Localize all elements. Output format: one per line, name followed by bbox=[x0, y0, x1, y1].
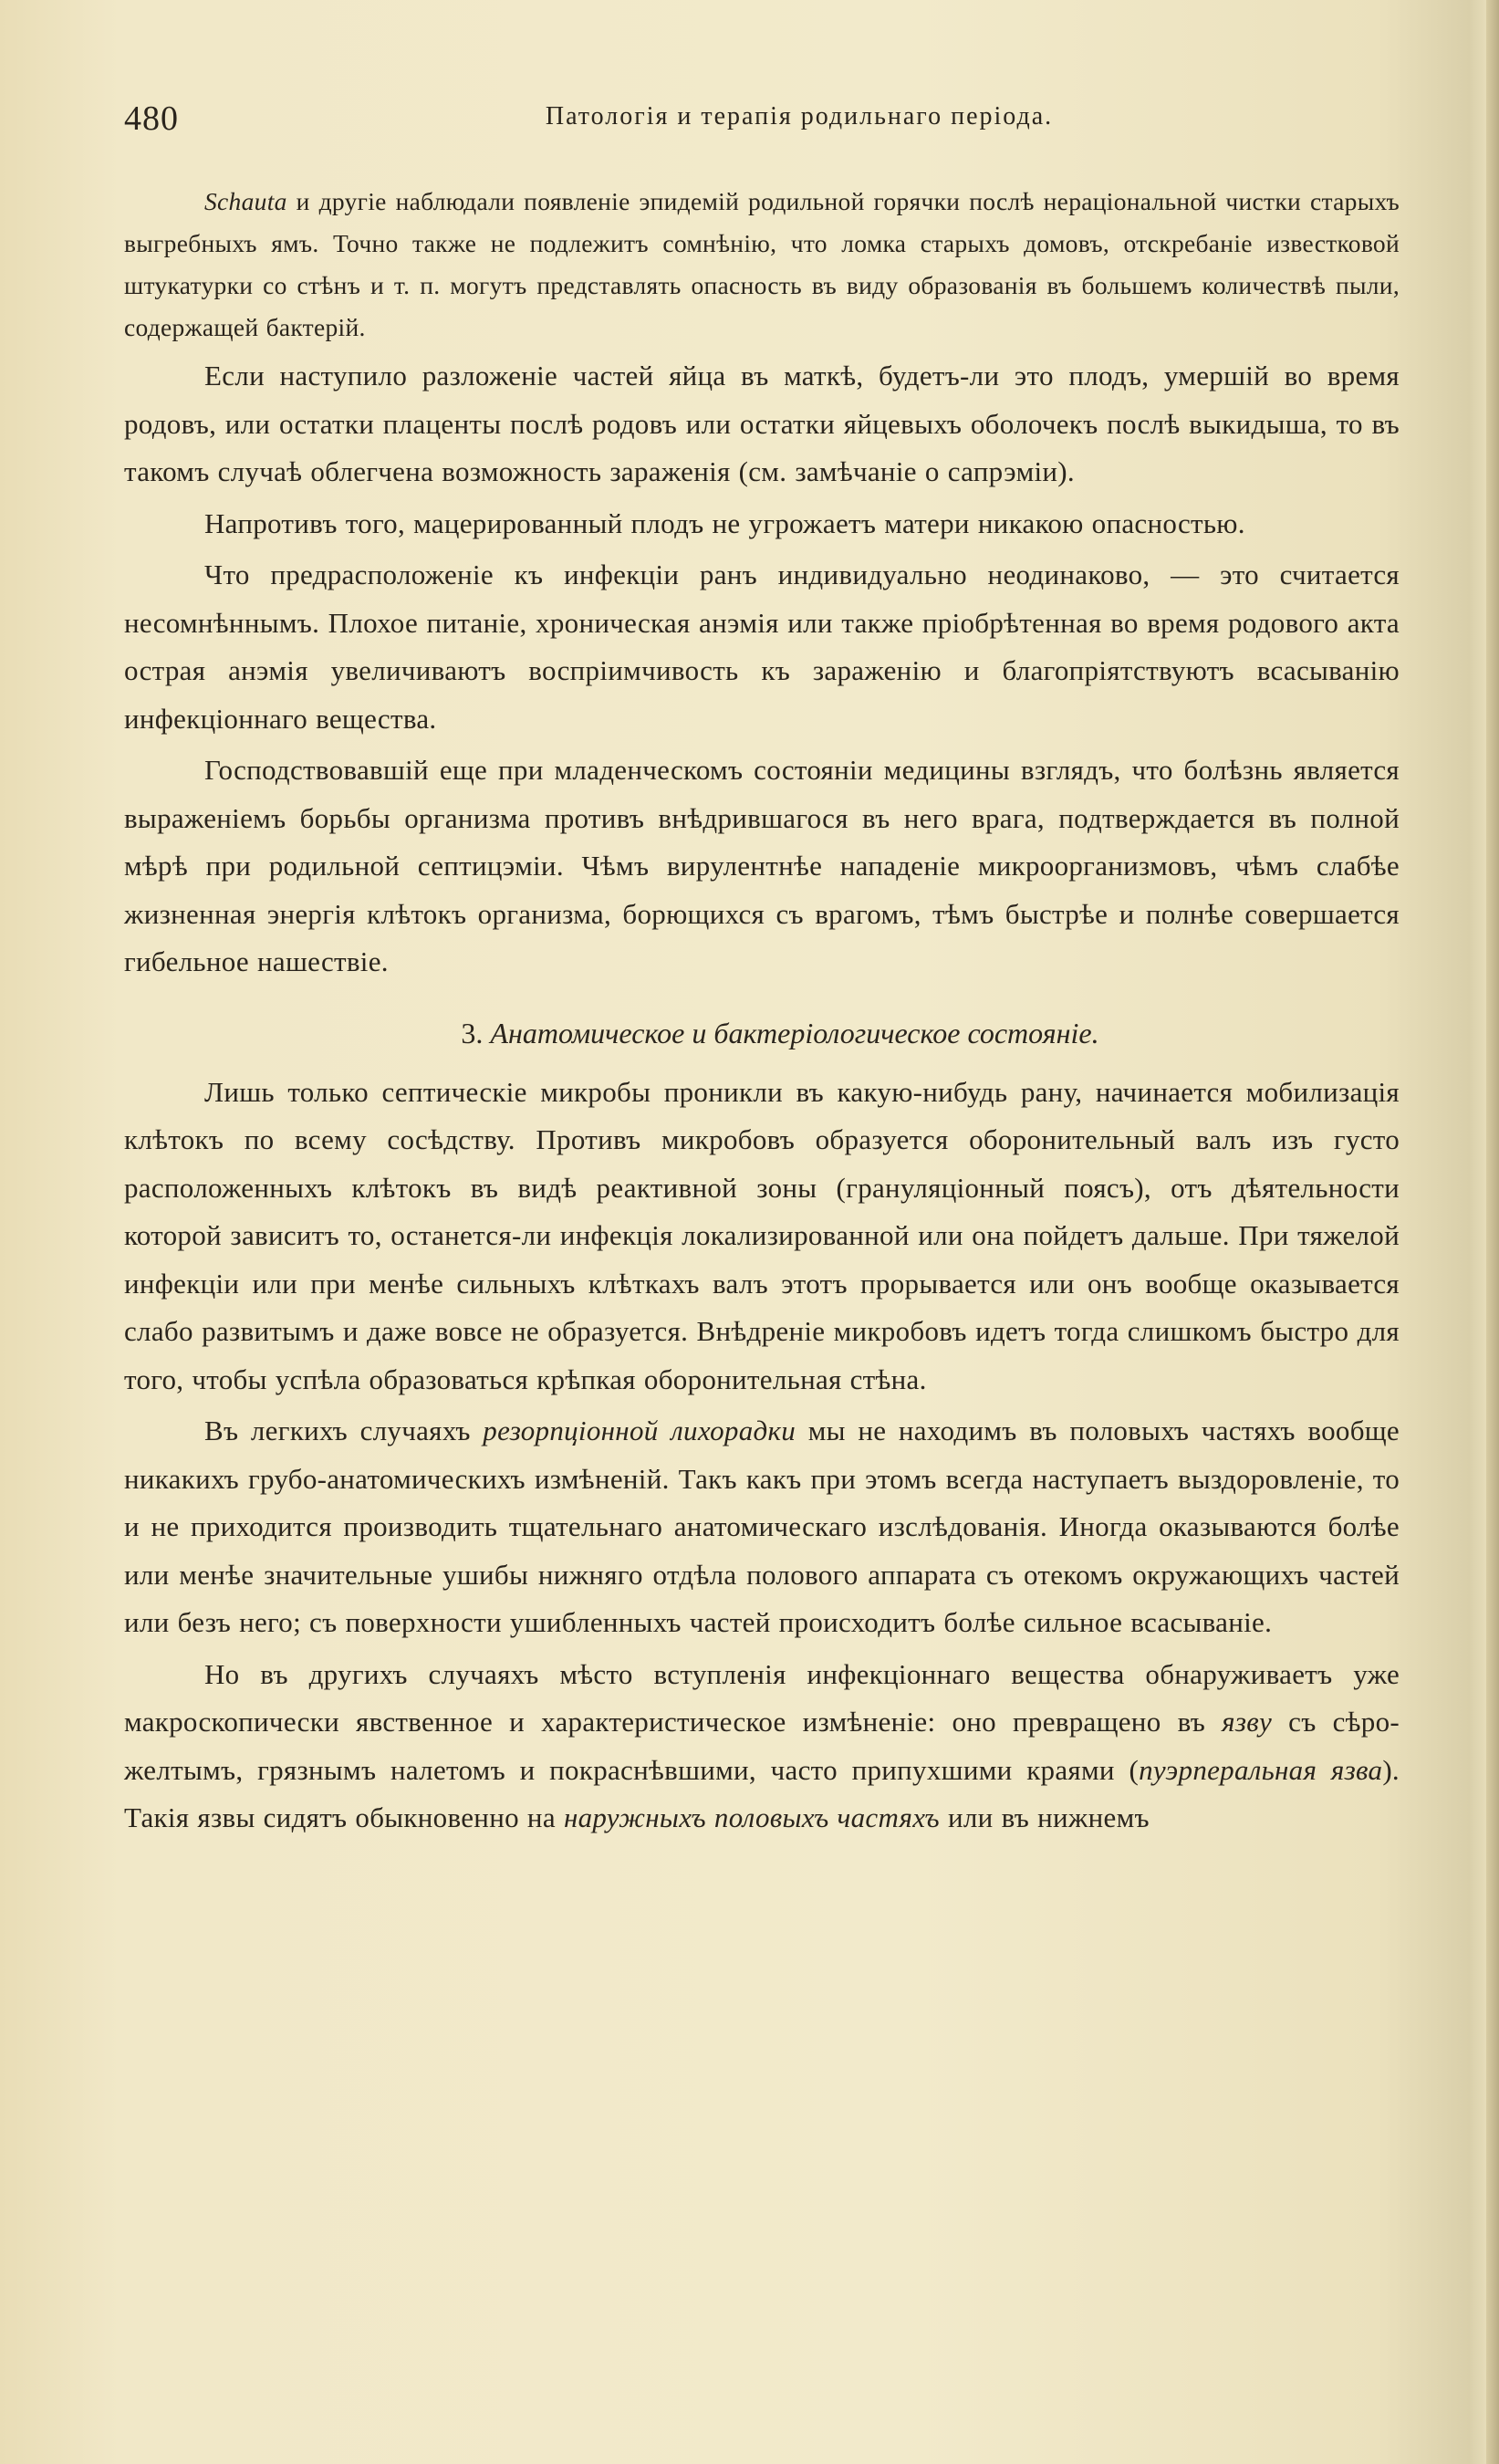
text-run: съ сѣро-желтымъ, грязнымъ налетомъ и покраснѣвшими, часто припухшими краями ( bbox=[124, 1706, 1400, 1786]
section-title: Анатомическое и бактеріологическое состояніе. bbox=[490, 1016, 1099, 1049]
paragraph bbox=[124, 500, 1400, 548]
paragraph bbox=[124, 1069, 1400, 1404]
text-run: Господствовавшій еще при младенческомъ состояніи медицины взглядъ, что болѣзнь является выраженіемъ борьбы организма противъ внѣдрившагося въ него врага, подтверждается въ полной мѣрѣ при родильной септицэміи. Чѣмъ вирулентнѣе нападеніе микроорганизмовъ, чѣмъ слабѣе жизненная энергія клѣтокъ организма, борющихся съ врагомъ, тѣмъ быстрѣе и полнѣе совершается гибельное нашествіе. bbox=[124, 754, 1400, 977]
italic-run: наружныхъ половыхъ частяхъ bbox=[563, 1801, 940, 1833]
section-heading bbox=[124, 1010, 1400, 1056]
italic-run: пуэрперальная язва bbox=[1139, 1753, 1383, 1786]
running-title: Патологія и терапія родильнаго періода. bbox=[545, 102, 1054, 131]
text-run: и другіе наблюдали появленіе эпидемій родильной горячки послѣ нераціональной чистки старыхъ выгребныхъ ямъ. Точно также не подлежитъ сомнѣнію, что ломка старыхъ домовъ, отскребаніе известковой штукатурки со стѣнъ и т. п. могутъ представлять опасность въ виду образованія въ большемъ количествѣ пыли, содержащей бактерій. bbox=[124, 187, 1400, 341]
page-edge bbox=[1486, 0, 1499, 2464]
text-run: Лишь только септическіе микробы проникли въ какую-нибудь рану, начинается мобилизація клѣтокъ по всему сосѣдству. Противъ микробовъ образуется оборонительный валъ изъ густо расположенныхъ клѣтокъ въ видѣ реактивной зоны (грануляціонный поясъ), отъ дѣятельности которой зависитъ то, останется-ли инфекція локализированной или она пойдетъ дальше. При тяжелой инфекціи или при менѣе сильныхъ клѣткахъ валъ этотъ прорывается или онъ вообще оказывается слабо развитымъ и даже вовсе не образуется. Внѣдреніе микробовъ идетъ тогда слишкомъ быстро для того, чтобы успѣла образоваться крѣпкая оборонительная стѣна. bbox=[124, 1075, 1400, 1395]
section-number: 3. bbox=[461, 1016, 484, 1049]
text-run: ). Такія язвы сидятъ обыкновенно на bbox=[124, 1753, 1400, 1833]
text-run: Въ легкихъ случаяхъ bbox=[204, 1415, 484, 1446]
paragraph bbox=[124, 747, 1400, 987]
paragraph bbox=[124, 551, 1400, 743]
text-run: Если наступило разложеніе частей яйца въ маткѣ, будетъ-ли это плодъ, умершій во время родовъ, или остатки плаценты послѣ родовъ или остатки яйцевыхъ оболочекъ послѣ выкидыша, то въ такомъ случаѣ облегчена возможность зараженія (см. замѣчаніе о сапрэміи). bbox=[124, 360, 1400, 487]
italic-run: Schauta bbox=[204, 187, 287, 215]
page-header bbox=[124, 99, 1392, 139]
text-run: мы не находимъ въ половыхъ частяхъ вообще никакихъ грубо-анатомическихъ измѣненій. Такъ какъ при этомъ всегда наступаетъ выздоровленіе, то и не приходится производить тщательнаго анатомическаго изслѣдованія. Иногда оказываются болѣе или менѣе значительные ушибы нижняго отдѣла полового аппарата съ отекомъ окружающихъ частей или безъ него; съ поверхности ушибленныхъ частей происходитъ болѣе сильное всасываніе. bbox=[124, 1415, 1400, 1638]
text-run: Но въ другихъ случаяхъ мѣсто вступленія инфекціоннаго вещества обнаруживаетъ уже макроскопически явственное и характеристическое измѣненіе: оно превращено въ bbox=[124, 1657, 1400, 1738]
paragraph bbox=[124, 352, 1400, 496]
page-number: 480 bbox=[124, 99, 179, 138]
italic-run: язву bbox=[1222, 1706, 1273, 1738]
text-run: Что предрасположеніе къ инфекціи ранъ индивидуально неодинаково, — это считается несомнѣннымъ. Плохое питаніе, хроническая анэмія или также пріобрѣтенная во время родового акта острая анэмія увеличиваютъ воспріимчивость къ зараженію и благопріятствуютъ всасыванію инфекціоннаго вещества. bbox=[124, 559, 1400, 735]
italic-run: резорпціонной лихорадки bbox=[483, 1415, 796, 1446]
text-run: Напротивъ того, мацерированный плодъ не угрожаетъ матери никакою опасностью. bbox=[204, 506, 1245, 539]
paragraph bbox=[124, 1407, 1400, 1647]
paragraph bbox=[124, 181, 1400, 349]
text-run: или въ нижнемъ bbox=[939, 1801, 1150, 1833]
page-body bbox=[124, 181, 1400, 1843]
paragraph bbox=[124, 1651, 1400, 1843]
